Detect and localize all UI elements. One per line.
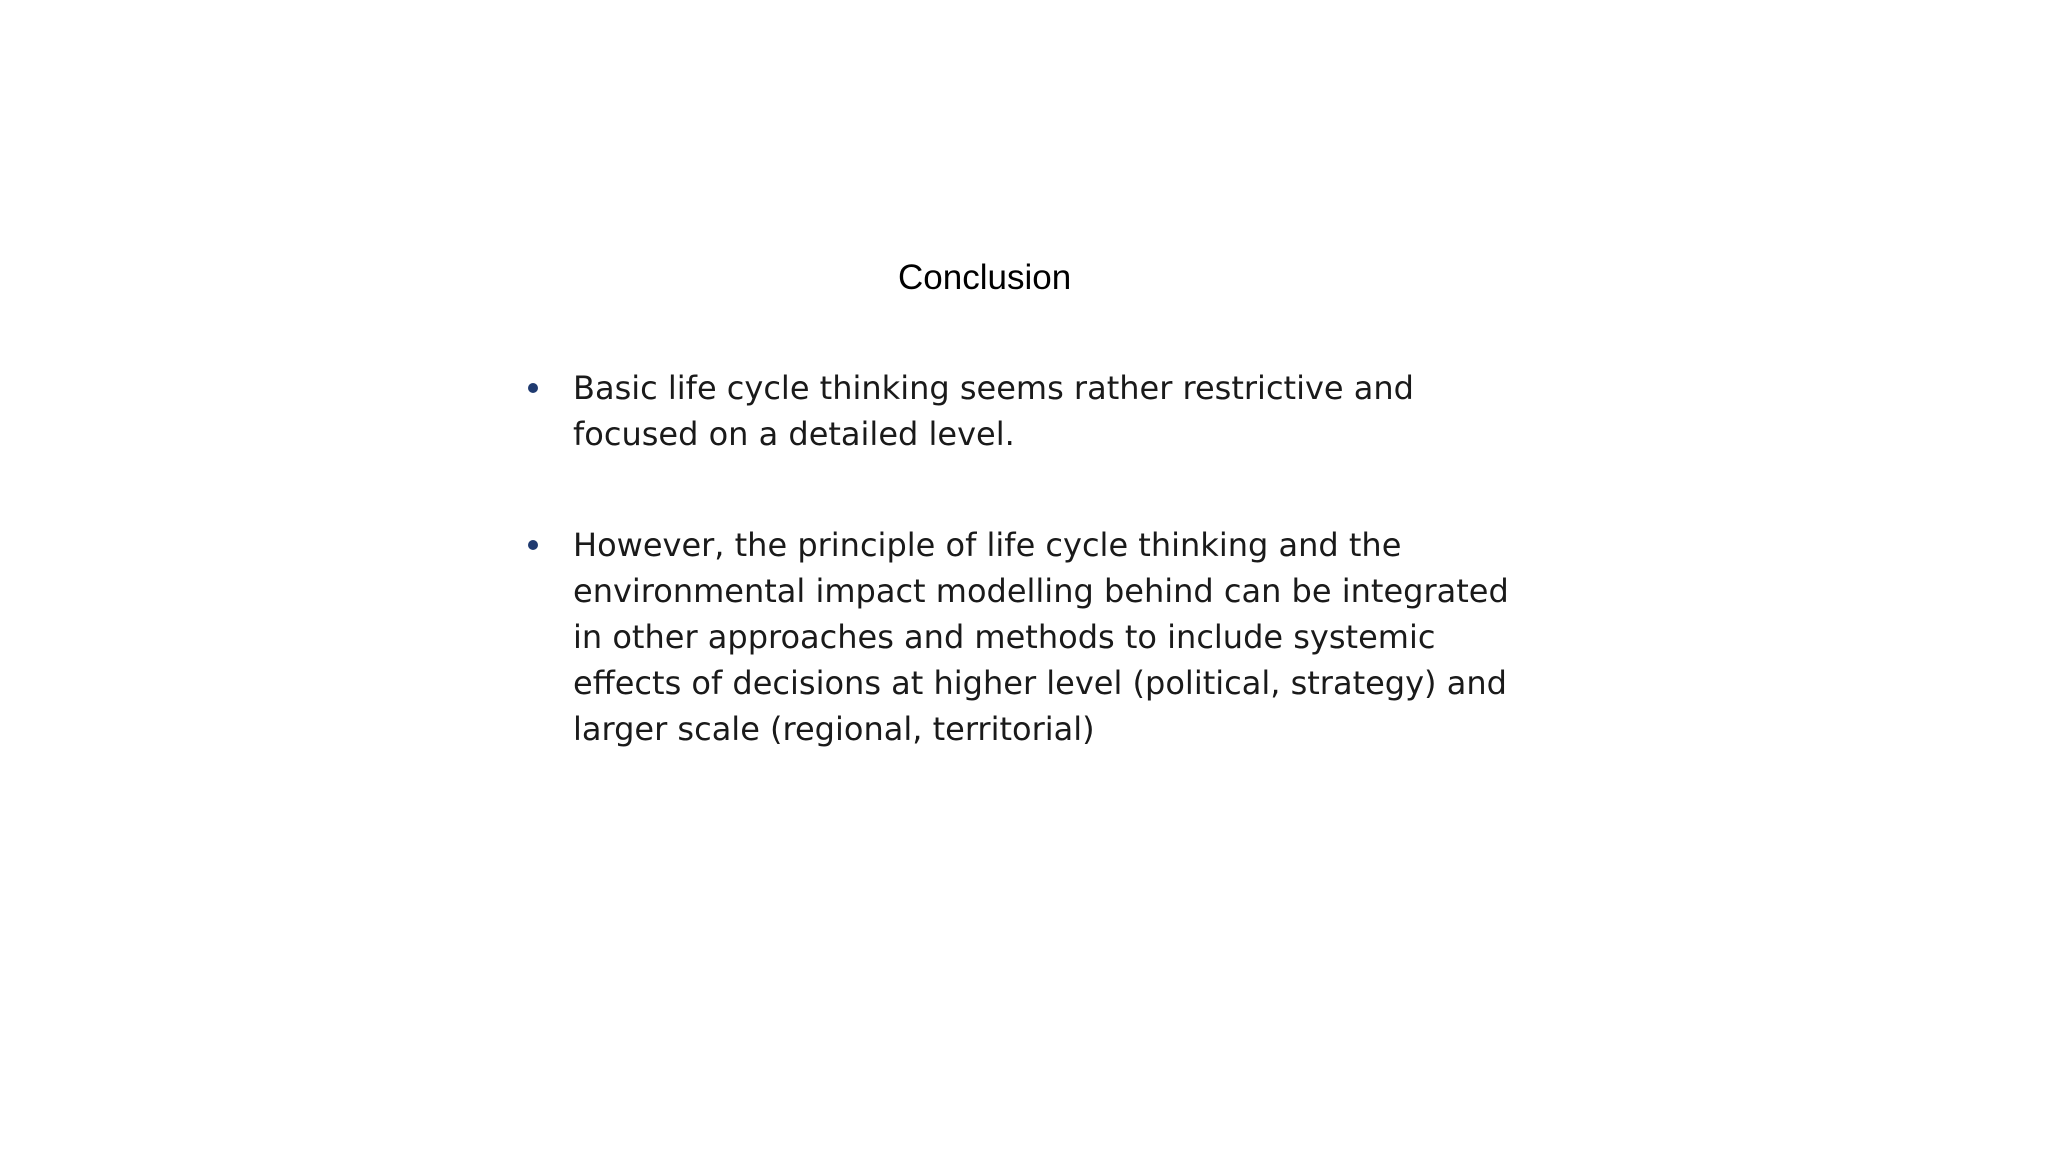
bullet-text: Basic life cycle thinking seems rather restrictive and focused on a detailed level. xyxy=(573,369,1414,453)
bullet-item xyxy=(528,522,1548,752)
bullet-text: However, the principle of life cycle thinking and the environmental impact modelling behind can be integrated in other approaches and methods to include systemic effects of decisions at higher level (political, strategy) and larger scale (regional, territorial) xyxy=(573,526,1509,748)
slide-title: Conclusion xyxy=(898,258,1072,297)
bullet-item xyxy=(528,365,1548,457)
bullet-dot-icon xyxy=(528,540,538,550)
bullet-list xyxy=(528,365,1548,752)
bullet-dot-icon xyxy=(528,383,538,393)
